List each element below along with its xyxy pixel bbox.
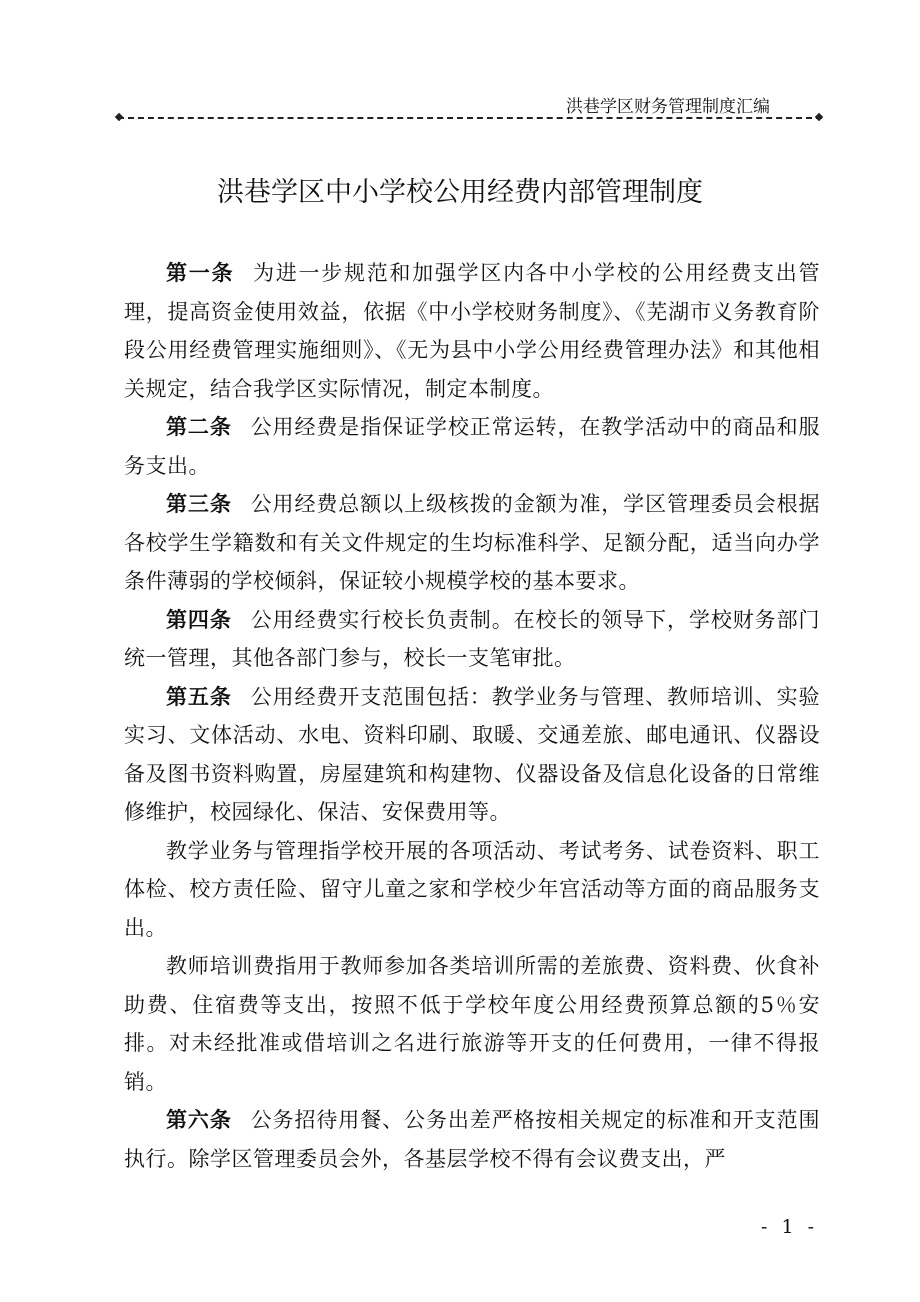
- paragraph-article-2: [124, 408, 820, 485]
- paragraph-text: 公用经费总额以上级核拨的金额为准，学区管理委员会根据各校学生学籍数和有关文件规定的生均标准科学、足额分配，适当向办学条件薄弱的学校倾斜，保证较小规模学校的基本要求。: [124, 492, 821, 593]
- header-rule-right-diamond: [815, 113, 823, 121]
- paragraph-article-1: [124, 254, 820, 408]
- article-label: 第五条: [166, 684, 232, 709]
- page-number: - 1 -: [760, 1216, 818, 1238]
- paragraph-text: 公用经费开支范围包括：教学业务与管理、教师培训、实验实习、文体活动、水电、资料印刷、取暖、交通差旅、邮电通讯、仪器设备及图书资料购置，房屋建筑和构建物、仪器设备及信息化设备的日常维修维护，校园绿化、保洁、安保费用等。: [124, 684, 821, 824]
- paragraph-text: 教师培训费指用于教师参加各类培训所需的差旅费、资料费、伙食补助费、住宿费等支出，按照不低于学校年度公用经费预算总额的5％安排。对未经批准或借培训之名进行旅游等开支的任何费用，一律不得报销。: [124, 954, 820, 1094]
- paragraph-text: 公用经费实行校长负责制。在校长的领导下，学校财务部门统一管理，其他各部门参与，校长一支笔审批。: [124, 607, 821, 670]
- paragraph-article-3: [124, 485, 820, 601]
- paragraph-text: 教学业务与管理指学校开展的各项活动、考试考务、试卷资料、职工体检、校方责任险、留守儿童之家和学校少年宫活动等方面的商品服务支出。: [124, 838, 820, 940]
- article-label: 第二条: [166, 415, 232, 439]
- article-label: 第四条: [166, 607, 232, 632]
- header-rule: [118, 117, 822, 119]
- running-header: 洪巷学区财务管理制度汇编: [566, 97, 770, 117]
- paragraph-text: 公用经费是指保证学校正常运转，在教学活动中的商品和服务支出。: [124, 415, 821, 478]
- paragraph-text: 公务招待用餐、公务出差严格按相关规定的标准和开支范围执行。除学区管理委员会外，各基层学校不得有会议费支出，严: [124, 1108, 821, 1171]
- paragraph-article-4: [124, 601, 820, 678]
- article-label: 第六条: [166, 1108, 232, 1132]
- document-body: [124, 254, 820, 1178]
- paragraph-teacher-training: [124, 947, 820, 1101]
- document-title: 洪巷学区中小学校公用经费内部管理制度: [217, 177, 703, 208]
- paragraph-teaching-business: [124, 832, 820, 948]
- article-label: 第三条: [166, 492, 232, 516]
- paragraph-article-6: [124, 1101, 820, 1178]
- paragraph-article-5: [124, 678, 820, 832]
- paragraph-text: 为进一步规范和加强学区内各中小学校的公用经费支出管理，提高资金使用效益，依据《中小学校财务制度》、《芜湖市义务教育阶段公用经费管理实施细则》、《无为县中小学公用经费管理办法》和其他相关规定，结合我学区实际情况，制定本制度。: [124, 261, 821, 401]
- article-label: 第一条: [166, 261, 235, 285]
